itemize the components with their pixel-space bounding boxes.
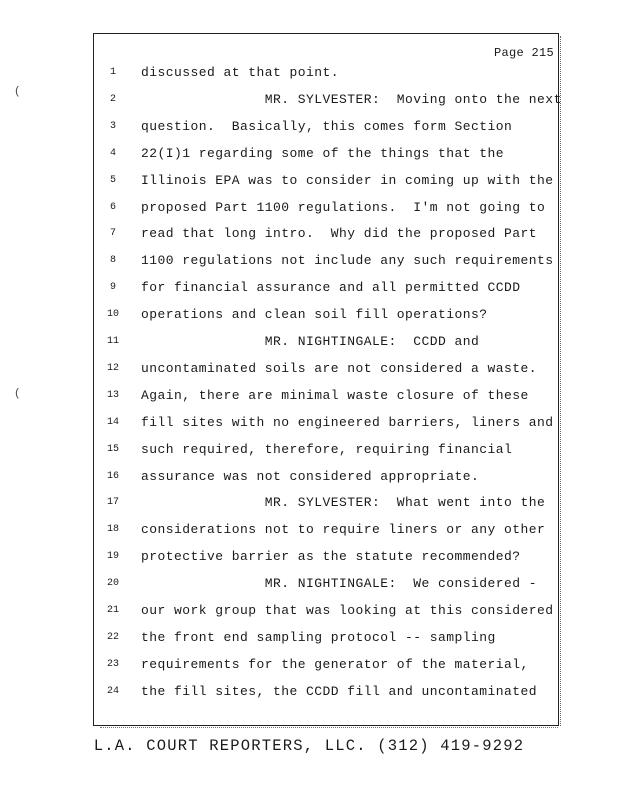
transcript-line [0, 681, 618, 708]
transcript-line [0, 277, 618, 304]
line-text: read that long intro. Why did the proposed Part [141, 226, 538, 242]
line-number: 6 [109, 201, 116, 213]
line-number: 19 [106, 551, 119, 563]
line-number: 22 [106, 631, 119, 643]
line-number: 4 [109, 147, 116, 159]
line-text: assurance was not considered appropriate. [141, 468, 480, 484]
line-number: 18 [106, 524, 119, 536]
line-text: proposed Part 1100 regulations. I'm not going to [141, 199, 546, 215]
transcript-line [0, 250, 618, 277]
transcript-line [0, 223, 618, 250]
line-number: 15 [106, 443, 119, 455]
line-number: 3 [109, 120, 116, 132]
line-text: our work group that was looking at this considered [141, 603, 554, 618]
transcript-line [0, 600, 618, 627]
transcript-line [0, 170, 618, 197]
line-text: MR. NIGHTINGALE: We considered - [141, 576, 538, 592]
transcript-line [0, 546, 618, 573]
transcript-line [0, 412, 618, 439]
transcript-line [0, 197, 618, 224]
line-text: protective barrier as the statute recommended? [141, 549, 521, 565]
line-text: Illinois EPA was to consider in coming up with the [141, 172, 554, 188]
line-text: MR. SYLVESTER: What went into the [141, 495, 546, 511]
line-text: the front end sampling protocol -- sampling [141, 629, 496, 645]
margin-mark-top: ( [14, 86, 21, 98]
transcript-line [0, 627, 618, 654]
transcript-line [0, 466, 618, 493]
line-text: Again, there are minimal waste closure of these [141, 387, 529, 403]
transcript-line [0, 331, 618, 358]
page-bottom-edge [100, 727, 558, 730]
line-number: 8 [109, 255, 116, 267]
line-number: 23 [106, 658, 119, 670]
line-number: 24 [106, 685, 119, 697]
margin-mark-middle: ( [14, 388, 21, 400]
transcript-line [0, 654, 618, 681]
line-number: 16 [106, 470, 119, 482]
line-number: 11 [106, 336, 119, 347]
transcript-line [0, 519, 618, 546]
line-number: 2 [109, 93, 116, 105]
line-text: requirements for the generator of the material, [141, 656, 529, 672]
line-text: uncontaminated soils are not considered a waste. [141, 360, 538, 376]
transcript-line [0, 304, 618, 331]
transcript-line [0, 439, 618, 466]
line-number: 21 [106, 605, 119, 616]
line-number: 9 [109, 282, 116, 294]
line-number: 17 [106, 497, 119, 509]
line-number: 10 [106, 309, 119, 321]
line-number: 5 [109, 174, 116, 186]
line-text: operations and clean soil fill operations? [141, 307, 488, 323]
line-text: fill sites with no engineered barriers, liners and [141, 414, 554, 430]
line-text: MR. NIGHTINGALE: CCDD and [141, 334, 480, 349]
line-text: such required, therefore, requiring financial [141, 441, 513, 457]
transcript-line [0, 573, 618, 600]
line-text: 1100 regulations not include any such requirements [141, 253, 554, 269]
line-number: 12 [106, 362, 119, 374]
line-number: 14 [106, 416, 119, 428]
page-number-label: Page 215 [494, 46, 555, 60]
court-reporter-footer: L.A. COURT REPORTERS, LLC. (312) 419-9292 [93, 737, 525, 755]
transcript-line [0, 62, 618, 89]
line-text: for financial assurance and all permitted CCDD [141, 280, 521, 296]
line-number: 13 [106, 389, 119, 401]
line-text: MR. SYLVESTER: Moving onto the next [141, 91, 562, 107]
line-number: 20 [106, 578, 119, 590]
line-number: 1 [109, 67, 116, 78]
line-text: question. Basically, this comes form Section [141, 118, 513, 134]
transcript-line [0, 116, 618, 143]
transcript-line [0, 358, 618, 385]
line-number: 7 [109, 228, 116, 240]
transcript-line [0, 143, 618, 170]
transcript-line [0, 89, 618, 116]
transcript-line [0, 492, 618, 519]
line-text: the fill sites, the CCDD fill and uncontaminated [141, 683, 538, 699]
line-text: discussed at that point. [141, 65, 340, 80]
line-text: 22(I)1 regarding some of the things that the [141, 145, 505, 161]
line-text: considerations not to require liners or any other [141, 522, 546, 538]
transcript-line [0, 385, 618, 412]
